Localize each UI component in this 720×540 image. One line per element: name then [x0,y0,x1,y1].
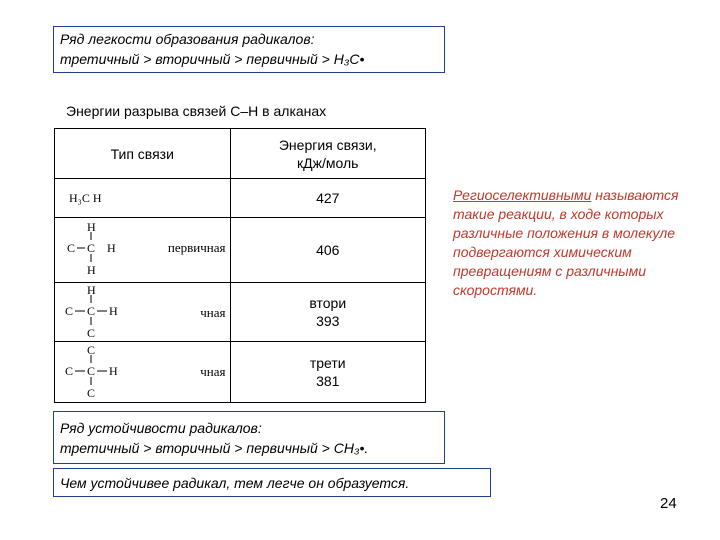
regioselective-definition [453,186,703,300]
bond-type-cell [55,283,231,342]
box-bottom1-line1: Ряд устойчивости радикалов: [60,420,262,436]
table-row [55,342,426,403]
table-row [55,218,426,283]
regio-term: Региоселективными [453,187,592,203]
energy-cell: втори 393 [230,283,426,342]
svg-text:C: C [87,326,96,340]
energy-cell: 427 [230,179,426,218]
svg-text:C: C [87,241,96,255]
bond-type-cell [55,342,231,403]
table-row [55,283,426,342]
bond-type-label: чная [200,305,226,320]
box-top-line2: третичный > вторичный > первичный > H₃C• [60,51,365,67]
svg-text:C: C [87,304,96,318]
svg-text:C: C [67,241,76,255]
page-number: 24 [660,495,677,512]
bond-type-label: чная [200,364,226,379]
secondary-structure-icon [55,283,125,341]
col-header-bond-energy: Энергия связи, кДж/моль [230,129,426,179]
svg-text:C: C [65,364,74,378]
svg-text:H: H [87,263,96,277]
svg-text:H: H [87,220,96,234]
box-top-line1: Ряд легкости образования радикалов: [60,31,315,47]
tertiary-structure-icon [55,342,125,402]
conclusion-text: Чем устойчивее радикал, тем легче он образуется. [60,475,410,491]
bond-type-cell [55,218,231,283]
radical-formation-ease-box [53,26,445,73]
svg-text:H: H [107,241,116,255]
svg-text:H: H [87,283,96,297]
bond-type-label: первичная [167,240,226,255]
table-row [55,179,426,218]
svg-text:C: C [87,343,96,357]
conclusion-box [53,468,491,497]
methane-formula: H₃C H [69,191,102,205]
section-heading: Энергии разрыва связей C–H в алканах [66,103,327,119]
regio-text: называются такие реакции, в ходе которых различные положения в молекуле подвергаются химическим превращениям с различными скоростями. [453,187,679,298]
svg-text:C: C [87,386,96,400]
energy-cell: 406 [230,218,426,283]
radical-stability-box [53,411,445,464]
energy-cell: трети 381 [230,342,426,403]
col-header-bond-type: Тип связи [55,129,231,179]
bond-type-cell [55,179,231,218]
box-bottom1-line2: третичный > вторичный > первичный > CH₃•. [60,440,369,456]
svg-text:H: H [109,304,118,318]
svg-text:C: C [87,364,96,378]
svg-text:H: H [109,364,118,378]
bond-energy-table [54,128,426,403]
svg-text:C: C [65,304,74,318]
primary-structure-icon [55,218,125,282]
